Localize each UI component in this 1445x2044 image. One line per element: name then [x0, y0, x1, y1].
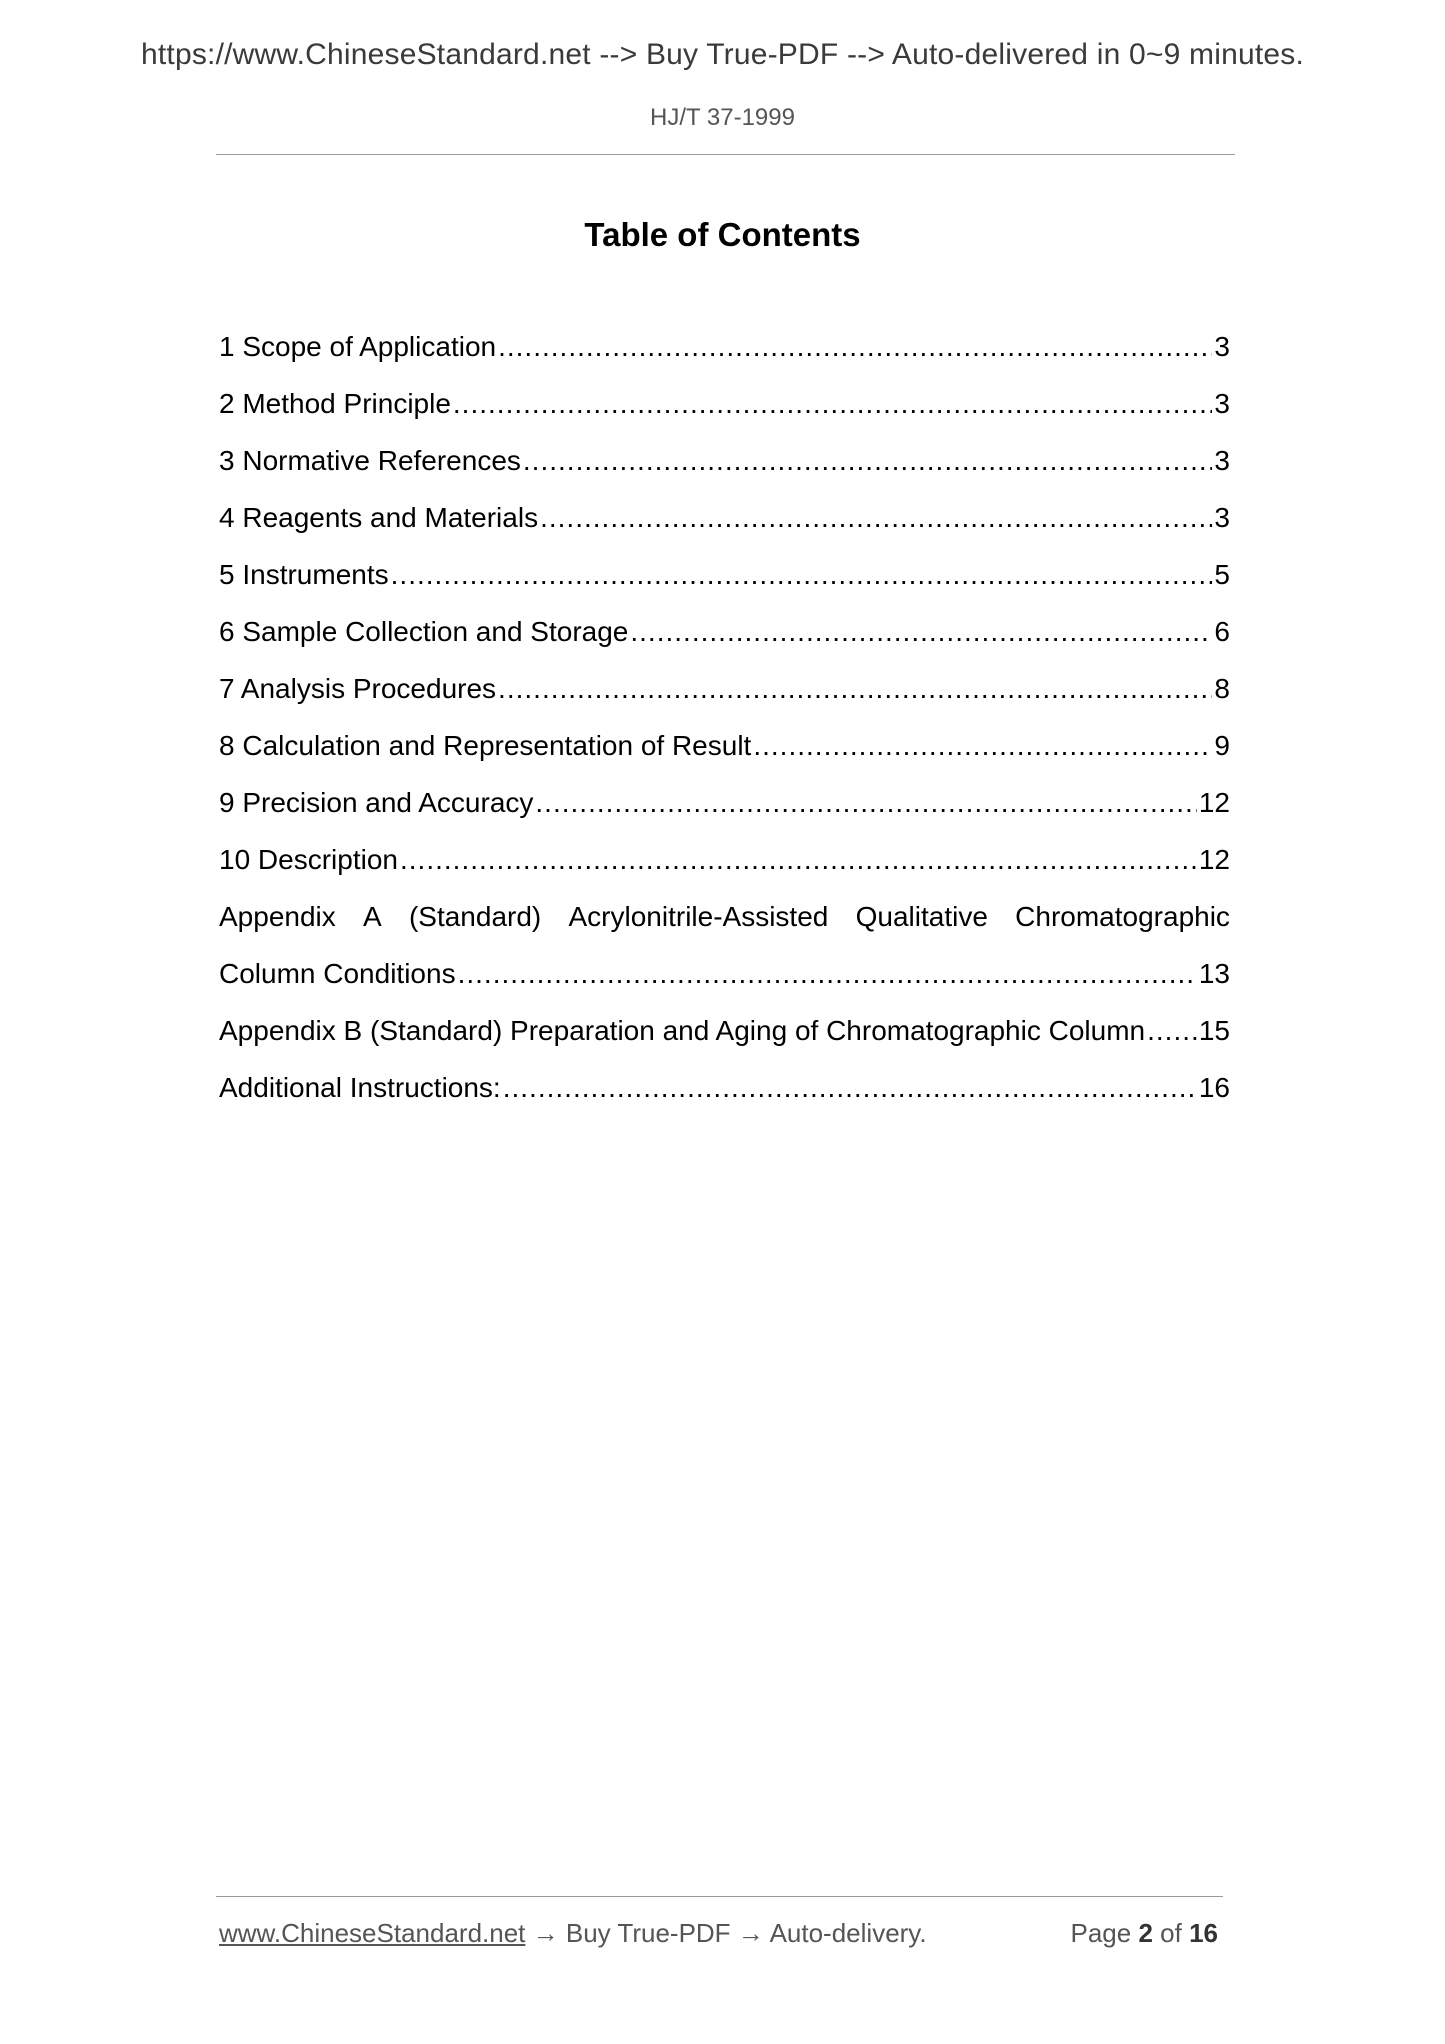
toc-entry-label: Additional Instructions:: [219, 1071, 501, 1103]
toc-entry-additional-instructions[interactable]: [219, 1059, 1230, 1116]
toc-dot-leader: [498, 672, 1212, 706]
toc-dot-leader: [540, 501, 1212, 535]
toc-word: Qualitative: [855, 900, 988, 932]
toc-entry-page: 12: [1198, 843, 1230, 875]
toc-entry-label: 4 Reagents and Materials: [219, 501, 539, 533]
toc-entry-page: 3: [1214, 387, 1230, 419]
toc-entry-3[interactable]: [219, 432, 1230, 489]
table-of-contents: [219, 318, 1230, 1116]
toc-entry-page: 3: [1214, 501, 1230, 533]
page-total: 16: [1189, 1918, 1218, 1948]
toc-entry-page: 12: [1198, 786, 1230, 818]
toc-entry-label: 1 Scope of Application: [219, 330, 497, 362]
toc-entry-7[interactable]: [219, 660, 1230, 717]
page-title: Table of Contents: [584, 216, 861, 253]
toc-dot-leader: [458, 957, 1197, 991]
toc-dot-leader: [503, 1071, 1197, 1105]
toc-word: (Standard): [408, 900, 542, 932]
toc-entry-label: 9 Precision and Accuracy: [219, 786, 534, 818]
toc-entry-label: 5 Instruments: [219, 558, 389, 590]
toc-entry-appendix-b[interactable]: [219, 1002, 1230, 1059]
toc-dot-leader: [523, 444, 1213, 478]
footer-divider: [216, 1896, 1223, 1897]
toc-entry-page: 3: [1214, 444, 1230, 476]
toc-entry-2[interactable]: [219, 375, 1230, 432]
toc-word: Acrylonitrile-Assisted: [568, 900, 829, 932]
toc-dot-leader: [391, 558, 1213, 592]
toc-entry-label: 3 Normative References: [219, 444, 521, 476]
toc-entry-9[interactable]: [219, 774, 1230, 831]
toc-entry-page: 16: [1198, 1071, 1230, 1103]
toc-entry-label: 8 Calculation and Representation of Result: [219, 729, 752, 761]
toc-entry-10[interactable]: [219, 831, 1230, 888]
toc-entry-label: 10 Description: [219, 843, 398, 875]
toc-word: Chromatographic: [1015, 900, 1230, 932]
toc-entry-label: Appendix B (Standard) Preparation and Aging of Chromatographic Column: [219, 1014, 1146, 1046]
toc-entry-label: Column Conditions: [219, 957, 456, 989]
toc-entry-1[interactable]: [219, 318, 1230, 375]
page-current: 2: [1138, 1918, 1153, 1948]
toc-entry-appendix-a-line2[interactable]: [219, 945, 1230, 1002]
toc-word: Appendix: [219, 900, 336, 932]
toc-entry-page: 5: [1214, 558, 1230, 590]
footer-site-link[interactable]: www.ChineseStandard.net: [219, 1918, 526, 1948]
header-divider: [216, 154, 1235, 155]
toc-entry-8[interactable]: [219, 717, 1230, 774]
toc-dot-leader: [498, 330, 1212, 364]
page-of: of: [1160, 1918, 1182, 1948]
toc-dot-leader: [630, 615, 1212, 649]
toc-entry-page: 3: [1214, 330, 1230, 362]
page-word: Page: [1070, 1918, 1132, 1948]
top-banner: https://www.ChineseStandard.net --> Buy True-PDF --> Auto-delivered in 0~9 minutes.: [141, 38, 1304, 71]
toc-entry-page: 8: [1214, 672, 1230, 704]
toc-entry-page: 6: [1214, 615, 1230, 647]
toc-entry-page: 9: [1214, 729, 1230, 761]
toc-entry-page: 15: [1198, 1014, 1230, 1046]
toc-entry-4[interactable]: [219, 489, 1230, 546]
document-code: HJ/T 37-1999: [650, 104, 795, 131]
toc-entry-label: 7 Analysis Procedures: [219, 672, 497, 704]
toc-entry-label: 6 Sample Collection and Storage: [219, 615, 629, 647]
toc-dot-leader: [1147, 1014, 1197, 1048]
toc-entry-appendix-a-line1[interactable]: [219, 888, 1230, 945]
footer-tagline: → Buy True-PDF → Auto-delivery.: [525, 1918, 927, 1948]
toc-entry-5[interactable]: [219, 546, 1230, 603]
toc-dot-leader: [453, 387, 1213, 421]
footer-left: [219, 1918, 927, 1949]
toc-dot-leader: [535, 786, 1196, 820]
page-number: [1070, 1918, 1218, 1949]
toc-dot-leader: [400, 843, 1197, 877]
toc-entry-6[interactable]: [219, 603, 1230, 660]
toc-entry-page: 13: [1198, 957, 1230, 989]
toc-word: A: [363, 900, 382, 932]
toc-dot-leader: [753, 729, 1212, 763]
toc-entry-label: 2 Method Principle: [219, 387, 451, 419]
